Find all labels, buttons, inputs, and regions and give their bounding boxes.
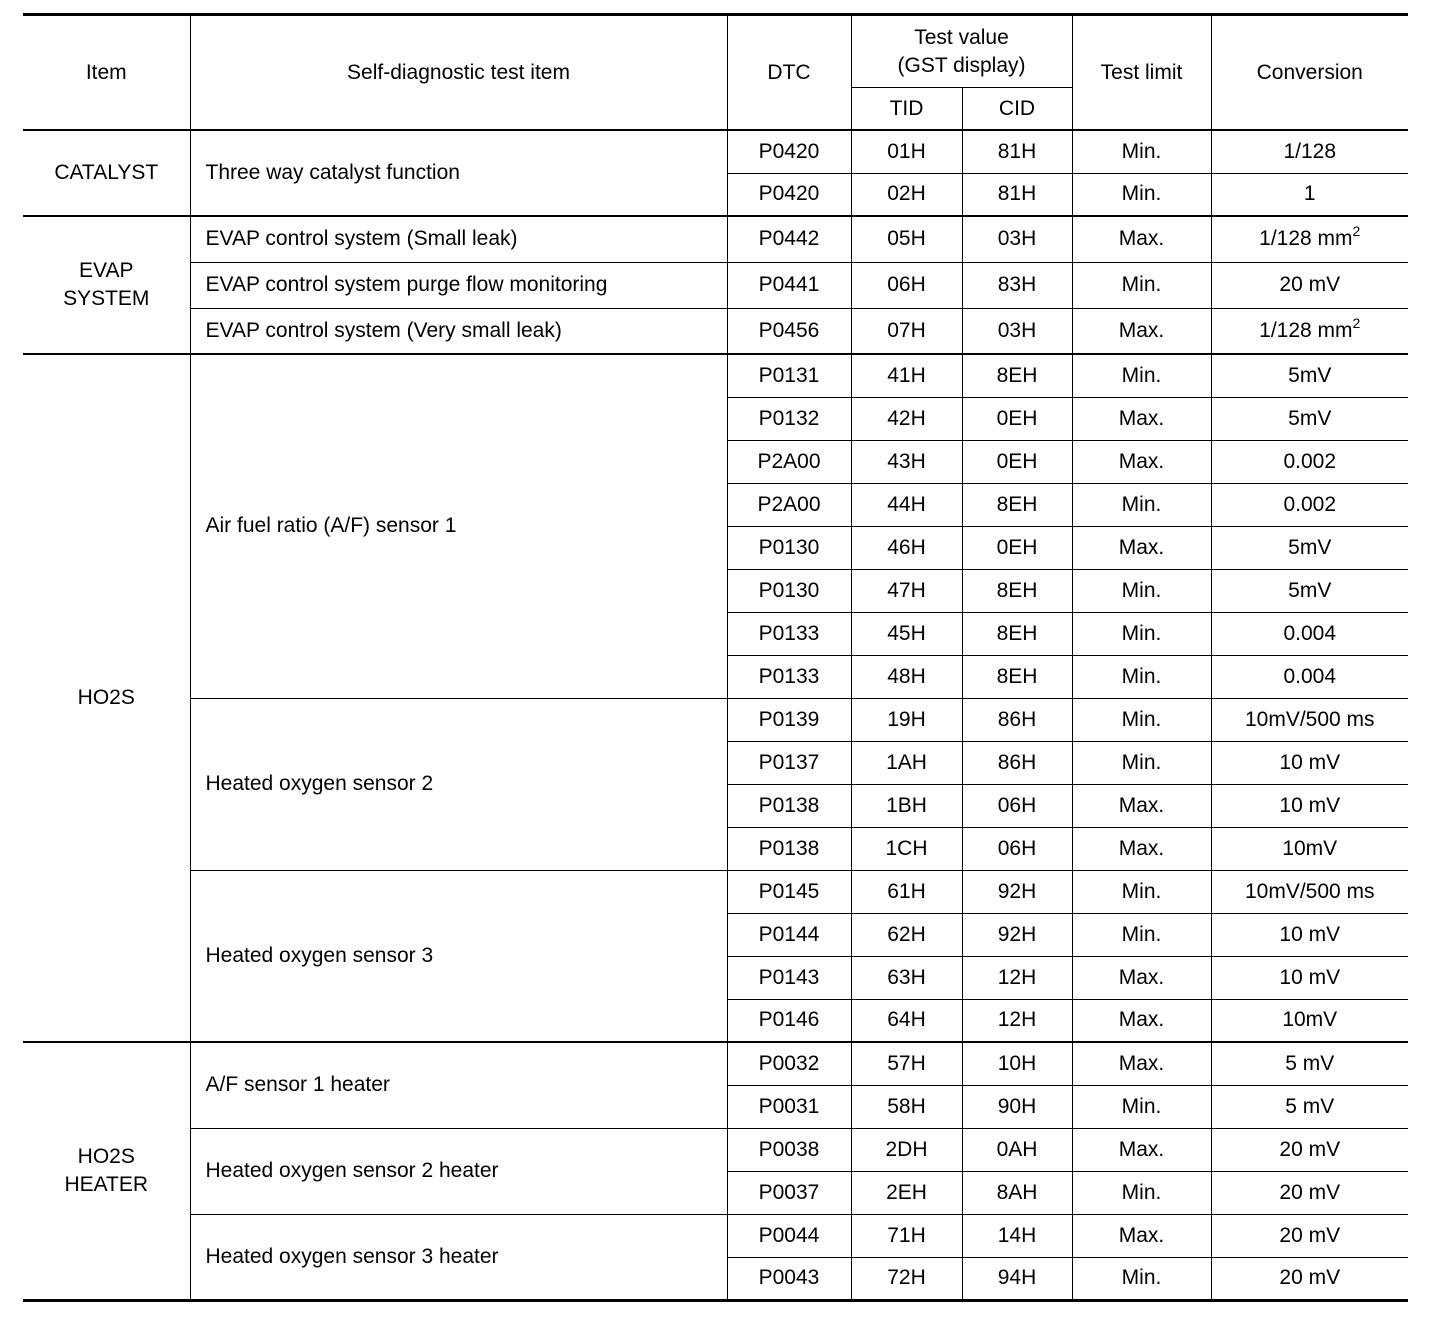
conversion-cell [1211,308,1408,354]
cid-cell: 8EH [962,354,1072,397]
test-limit-cell: Min. [1072,173,1211,216]
diagnostic-test-table [23,13,1408,1302]
dtc-cell: P0146 [727,999,851,1042]
test-item-af-sensor-1: Air fuel ratio (A/F) sensor 1 [190,354,727,698]
tid-cell: 62H [851,913,962,956]
test-limit-cell: Max. [1072,1128,1211,1171]
conversion-exponent: 2 [1352,314,1361,331]
conversion-cell: 0.004 [1211,612,1408,655]
cid-cell: 06H [962,784,1072,827]
dtc-cell: P2A00 [727,483,851,526]
tid-cell: 43H [851,440,962,483]
group-catalyst [23,130,1408,216]
cid-cell: 12H [962,999,1072,1042]
dtc-cell: P0420 [727,173,851,216]
test-limit-cell: Max. [1072,1042,1211,1085]
conversion-cell: 20 mV [1211,262,1408,308]
header-dtc: DTC [727,15,851,131]
conversion-cell: 10 mV [1211,956,1408,999]
test-limit-cell: Min. [1072,354,1211,397]
table-row [23,1042,1408,1085]
dtc-cell: P0144 [727,913,851,956]
conversion-cell: 5mV [1211,397,1408,440]
table-row [23,216,1408,262]
tid-cell: 47H [851,569,962,612]
table-row [23,870,1408,913]
header-self-diagnostic-test-item: Self-diagnostic test item [190,15,727,131]
test-limit-cell: Max. [1072,784,1211,827]
table-row [23,354,1408,397]
test-limit-cell: Min. [1072,569,1211,612]
conversion-cell: 0.004 [1211,655,1408,698]
cid-cell: 12H [962,956,1072,999]
table-row [23,698,1408,741]
cid-cell: 86H [962,741,1072,784]
dtc-cell: P0456 [727,308,851,354]
conversion-exponent: 2 [1352,223,1361,240]
test-limit-cell: Min. [1072,483,1211,526]
test-item-heated-oxygen-sensor-2-heater: Heated oxygen sensor 2 heater [190,1128,727,1214]
conversion-cell: 10mV [1211,827,1408,870]
cid-cell: 81H [962,130,1072,173]
test-limit-cell: Min. [1072,741,1211,784]
dtc-cell: P0139 [727,698,851,741]
conversion-cell: 5mV [1211,354,1408,397]
conversion-cell: 5mV [1211,569,1408,612]
conversion-cell: 5 mV [1211,1042,1408,1085]
test-limit-cell: Min. [1072,1171,1211,1214]
cid-cell: 8EH [962,569,1072,612]
test-limit-cell: Max. [1072,397,1211,440]
test-item-af-sensor-1-heater: A/F sensor 1 heater [190,1042,727,1128]
conversion-cell: 5 mV [1211,1085,1408,1128]
tid-cell: 63H [851,956,962,999]
cid-cell: 90H [962,1085,1072,1128]
item-heater-line2: HEATER [64,1172,149,1196]
conversion-cell: 20 mV [1211,1171,1408,1214]
dtc-cell: P0137 [727,741,851,784]
cid-cell: 0EH [962,440,1072,483]
cid-cell: 0EH [962,397,1072,440]
tid-cell: 45H [851,612,962,655]
test-limit-cell: Min. [1072,870,1211,913]
cid-cell: 83H [962,262,1072,308]
test-limit-cell: Min. [1072,612,1211,655]
table-row [23,1214,1408,1257]
test-limit-cell: Max. [1072,216,1211,262]
tid-cell: 07H [851,308,962,354]
test-item-evap-small-leak: EVAP control system (Small leak) [190,216,727,262]
conversion-cell: 20 mV [1211,1257,1408,1300]
dtc-cell: P0420 [727,130,851,173]
dtc-cell: P0044 [727,1214,851,1257]
header-test-value [851,15,1072,88]
conversion-cell: 10 mV [1211,784,1408,827]
tid-cell: 64H [851,999,962,1042]
tid-cell: 46H [851,526,962,569]
cid-cell: 8EH [962,612,1072,655]
dtc-cell: P0133 [727,612,851,655]
conversion-cell: 10mV/500 ms [1211,698,1408,741]
table-row [23,308,1408,354]
conversion-cell: 1 [1211,173,1408,216]
tid-cell: 72H [851,1257,962,1300]
test-limit-cell: Max. [1072,526,1211,569]
conversion-cell: 10 mV [1211,741,1408,784]
tid-cell: 2DH [851,1128,962,1171]
header-cid: CID [962,88,1072,131]
dtc-cell: P0138 [727,827,851,870]
conversion-cell: 10mV [1211,999,1408,1042]
dtc-cell: P0038 [727,1128,851,1171]
test-item-heated-oxygen-sensor-2: Heated oxygen sensor 2 [190,698,727,870]
tid-cell: 57H [851,1042,962,1085]
conversion-value: 1/128 mm [1259,318,1353,342]
header-tid: TID [851,88,962,131]
tid-cell: 2EH [851,1171,962,1214]
conversion-cell: 5mV [1211,526,1408,569]
group-ho2s [23,354,1408,1042]
dtc-cell: P0131 [727,354,851,397]
tid-cell: 42H [851,397,962,440]
test-limit-cell: Min. [1072,913,1211,956]
test-limit-cell: Max. [1072,440,1211,483]
test-limit-cell: Max. [1072,827,1211,870]
header-test-limit: Test limit [1072,15,1211,131]
test-limit-cell: Min. [1072,262,1211,308]
dtc-cell: P0130 [727,569,851,612]
cid-cell: 94H [962,1257,1072,1300]
dtc-cell: P0143 [727,956,851,999]
cid-cell: 8AH [962,1171,1072,1214]
header-test-value-line1: Test value [914,25,1009,49]
test-item-heated-oxygen-sensor-3: Heated oxygen sensor 3 [190,870,727,1042]
tid-cell: 44H [851,483,962,526]
item-evap-line1: EVAP [79,259,134,282]
cid-cell: 0AH [962,1128,1072,1171]
item-catalyst: CATALYST [23,130,190,216]
conversion-value: 1/128 mm [1259,227,1353,251]
conversion-cell: 0.002 [1211,440,1408,483]
header-item: Item [23,15,190,131]
dtc-cell: P0133 [727,655,851,698]
cid-cell: 81H [962,173,1072,216]
dtc-cell: P2A00 [727,440,851,483]
test-limit-cell: Min. [1072,655,1211,698]
test-limit-cell: Max. [1072,1214,1211,1257]
test-item-heated-oxygen-sensor-3-heater: Heated oxygen sensor 3 heater [190,1214,727,1300]
dtc-cell: P0043 [727,1257,851,1300]
table-row [23,262,1408,308]
test-limit-cell: Max. [1072,308,1211,354]
group-evap-system [23,216,1408,354]
item-ho2s-heater [23,1042,190,1300]
test-limit-cell: Max. [1072,999,1211,1042]
item-ho2s: HO2S [23,354,190,1042]
tid-cell: 61H [851,870,962,913]
conversion-cell: 10mV/500 ms [1211,870,1408,913]
test-limit-cell: Min. [1072,130,1211,173]
cid-cell: 03H [962,308,1072,354]
cid-cell: 8EH [962,655,1072,698]
tid-cell: 19H [851,698,962,741]
dtc-cell: P0441 [727,262,851,308]
test-limit-cell: Min. [1072,698,1211,741]
tid-cell: 01H [851,130,962,173]
conversion-cell: 10 mV [1211,913,1408,956]
dtc-cell: P0138 [727,784,851,827]
dtc-cell: P0145 [727,870,851,913]
tid-cell: 41H [851,354,962,397]
cid-cell: 92H [962,913,1072,956]
tid-cell: 48H [851,655,962,698]
tid-cell: 06H [851,262,962,308]
test-limit-cell: Max. [1072,956,1211,999]
cid-cell: 8EH [962,483,1072,526]
tid-cell: 02H [851,173,962,216]
tid-cell: 1BH [851,784,962,827]
dtc-cell: P0132 [727,397,851,440]
header-test-value-line2: (GST display) [897,53,1026,77]
item-heater-line1: HO2S [77,1144,135,1168]
dtc-cell: P0031 [727,1085,851,1128]
tid-cell: 71H [851,1214,962,1257]
cid-cell: 86H [962,698,1072,741]
cid-cell: 10H [962,1042,1072,1085]
dtc-cell: P0032 [727,1042,851,1085]
table-row [23,1128,1408,1171]
cid-cell: 14H [962,1214,1072,1257]
group-ho2s-heater [23,1042,1408,1300]
table-row [23,130,1408,173]
cid-cell: 03H [962,216,1072,262]
tid-cell: 58H [851,1085,962,1128]
tid-cell: 1AH [851,741,962,784]
conversion-cell: 0.002 [1211,483,1408,526]
tid-cell: 1CH [851,827,962,870]
cid-cell: 92H [962,870,1072,913]
cid-cell: 0EH [962,526,1072,569]
cid-cell: 06H [962,827,1072,870]
test-item-evap-purge-flow: EVAP control system purge flow monitoring [190,262,727,308]
conversion-cell: 20 mV [1211,1128,1408,1171]
conversion-cell [1211,216,1408,262]
conversion-cell: 20 mV [1211,1214,1408,1257]
item-evap-system [23,216,190,354]
test-limit-cell: Min. [1072,1257,1211,1300]
item-evap-line2: SYSTEM [63,287,150,310]
dtc-cell: P0130 [727,526,851,569]
test-limit-cell: Min. [1072,1085,1211,1128]
dtc-cell: P0037 [727,1171,851,1214]
test-item-evap-very-small-leak: EVAP control system (Very small leak) [190,308,727,354]
tid-cell: 05H [851,216,962,262]
test-item-three-way-catalyst: Three way catalyst function [190,130,727,216]
conversion-cell: 1/128 [1211,130,1408,173]
dtc-cell: P0442 [727,216,851,262]
header-conversion: Conversion [1211,15,1408,131]
